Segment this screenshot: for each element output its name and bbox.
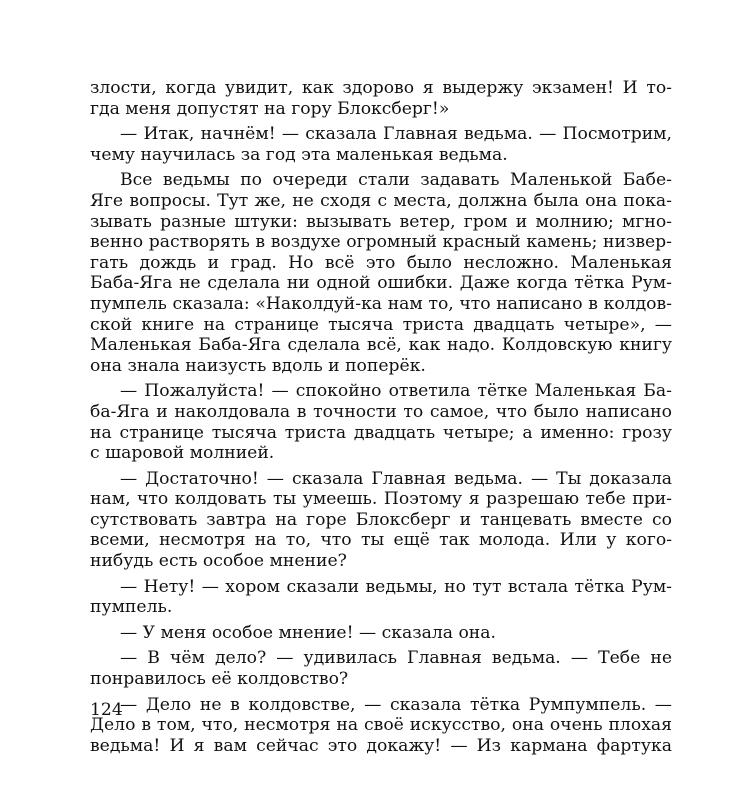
text-line: — Пожалуйста! — спокойно ответила тётке Маленькая Ба- [120, 381, 672, 402]
text-line: — У меня особое мнение! — сказала она. [120, 622, 496, 643]
text-line: понравилось её колдовство? [90, 669, 349, 690]
text-line: сутствовать завтра на горе Блоксберг и танцевать вместе со [90, 509, 672, 530]
text-line: Маленькая Баба-Яга сделала всё, как надо. Колдовскую книгу [90, 335, 672, 356]
text-line: ведьма! И я вам сейчас это докажу! — Из кармана фартука [90, 735, 672, 756]
text-line: она знала наизусть вдоль и поперёк. [90, 355, 426, 376]
text-line: на странице тысяча триста двадцать четыре; а именно: грозу [90, 422, 672, 443]
text-line: нам, что колдовать ты умеешь. Поэтому я разрешаю тебе при- [90, 489, 672, 510]
text-line: пумпель. [90, 597, 173, 618]
text-line: пумпель сказала: «Наколдуй-ка нам то, что написано в колдов- [90, 293, 672, 314]
text-line: ской книге на странице тысяча триста двадцать четыре», — [90, 314, 672, 335]
body-text [90, 78, 672, 756]
text-line: с шаровой молнией. [90, 443, 275, 464]
page-number: 124 [90, 700, 123, 720]
text-line: гда меня допустят на гору Блоксберг!» [90, 98, 450, 119]
text-line: Яге вопросы. Тут же, не сходя с места, должна была она пока- [90, 190, 672, 211]
text-line: — В чём дело? — удивилась Главная ведьма. — Тебе не [120, 648, 672, 669]
text-line: Дело в том, что, несмотря на своё искусство, она очень плохая [90, 715, 672, 736]
text-line: нибудь есть особое мнение? [90, 551, 347, 572]
text-line: Баба-Яга не сделала ни одной ошибки. Даже когда тётка Рум- [90, 273, 672, 294]
text-line: — Дело не в колдовстве, — сказала тётка Румпумпель. — [120, 694, 672, 715]
text-line: — Итак, начнём! — сказала Главная ведьма. — Посмотрим, [120, 124, 672, 145]
text-line: — Достаточно! — сказала Главная ведьма. — Ты доказала [120, 468, 672, 489]
text-line: злости, когда увидит, как здорово я выдержу экзамен! И то- [90, 78, 672, 98]
text-line: ба-Яга и наколдовала в точности то самое, что было написано [90, 401, 672, 422]
text-line: венно растворять в воздухе огромный красный камень; низвер- [90, 232, 672, 253]
text-line: всеми, несмотря на то, что ты ещё так молода. Или у кого- [90, 530, 672, 551]
text-line: гать дождь и град. Но всё это было несложно. Маленькая [90, 252, 672, 273]
text-line: чему научилась за год эта маленькая ведьма. [90, 144, 508, 165]
text-line: Все ведьмы по очереди стали задавать Маленькой Бабе- [120, 170, 672, 191]
text-line: — Нету! — хором сказали ведьмы, но тут встала тётка Рум- [120, 576, 672, 597]
text-line: зывать разные штуки: вызывать ветер, гром и молнию; мгно- [90, 211, 672, 232]
